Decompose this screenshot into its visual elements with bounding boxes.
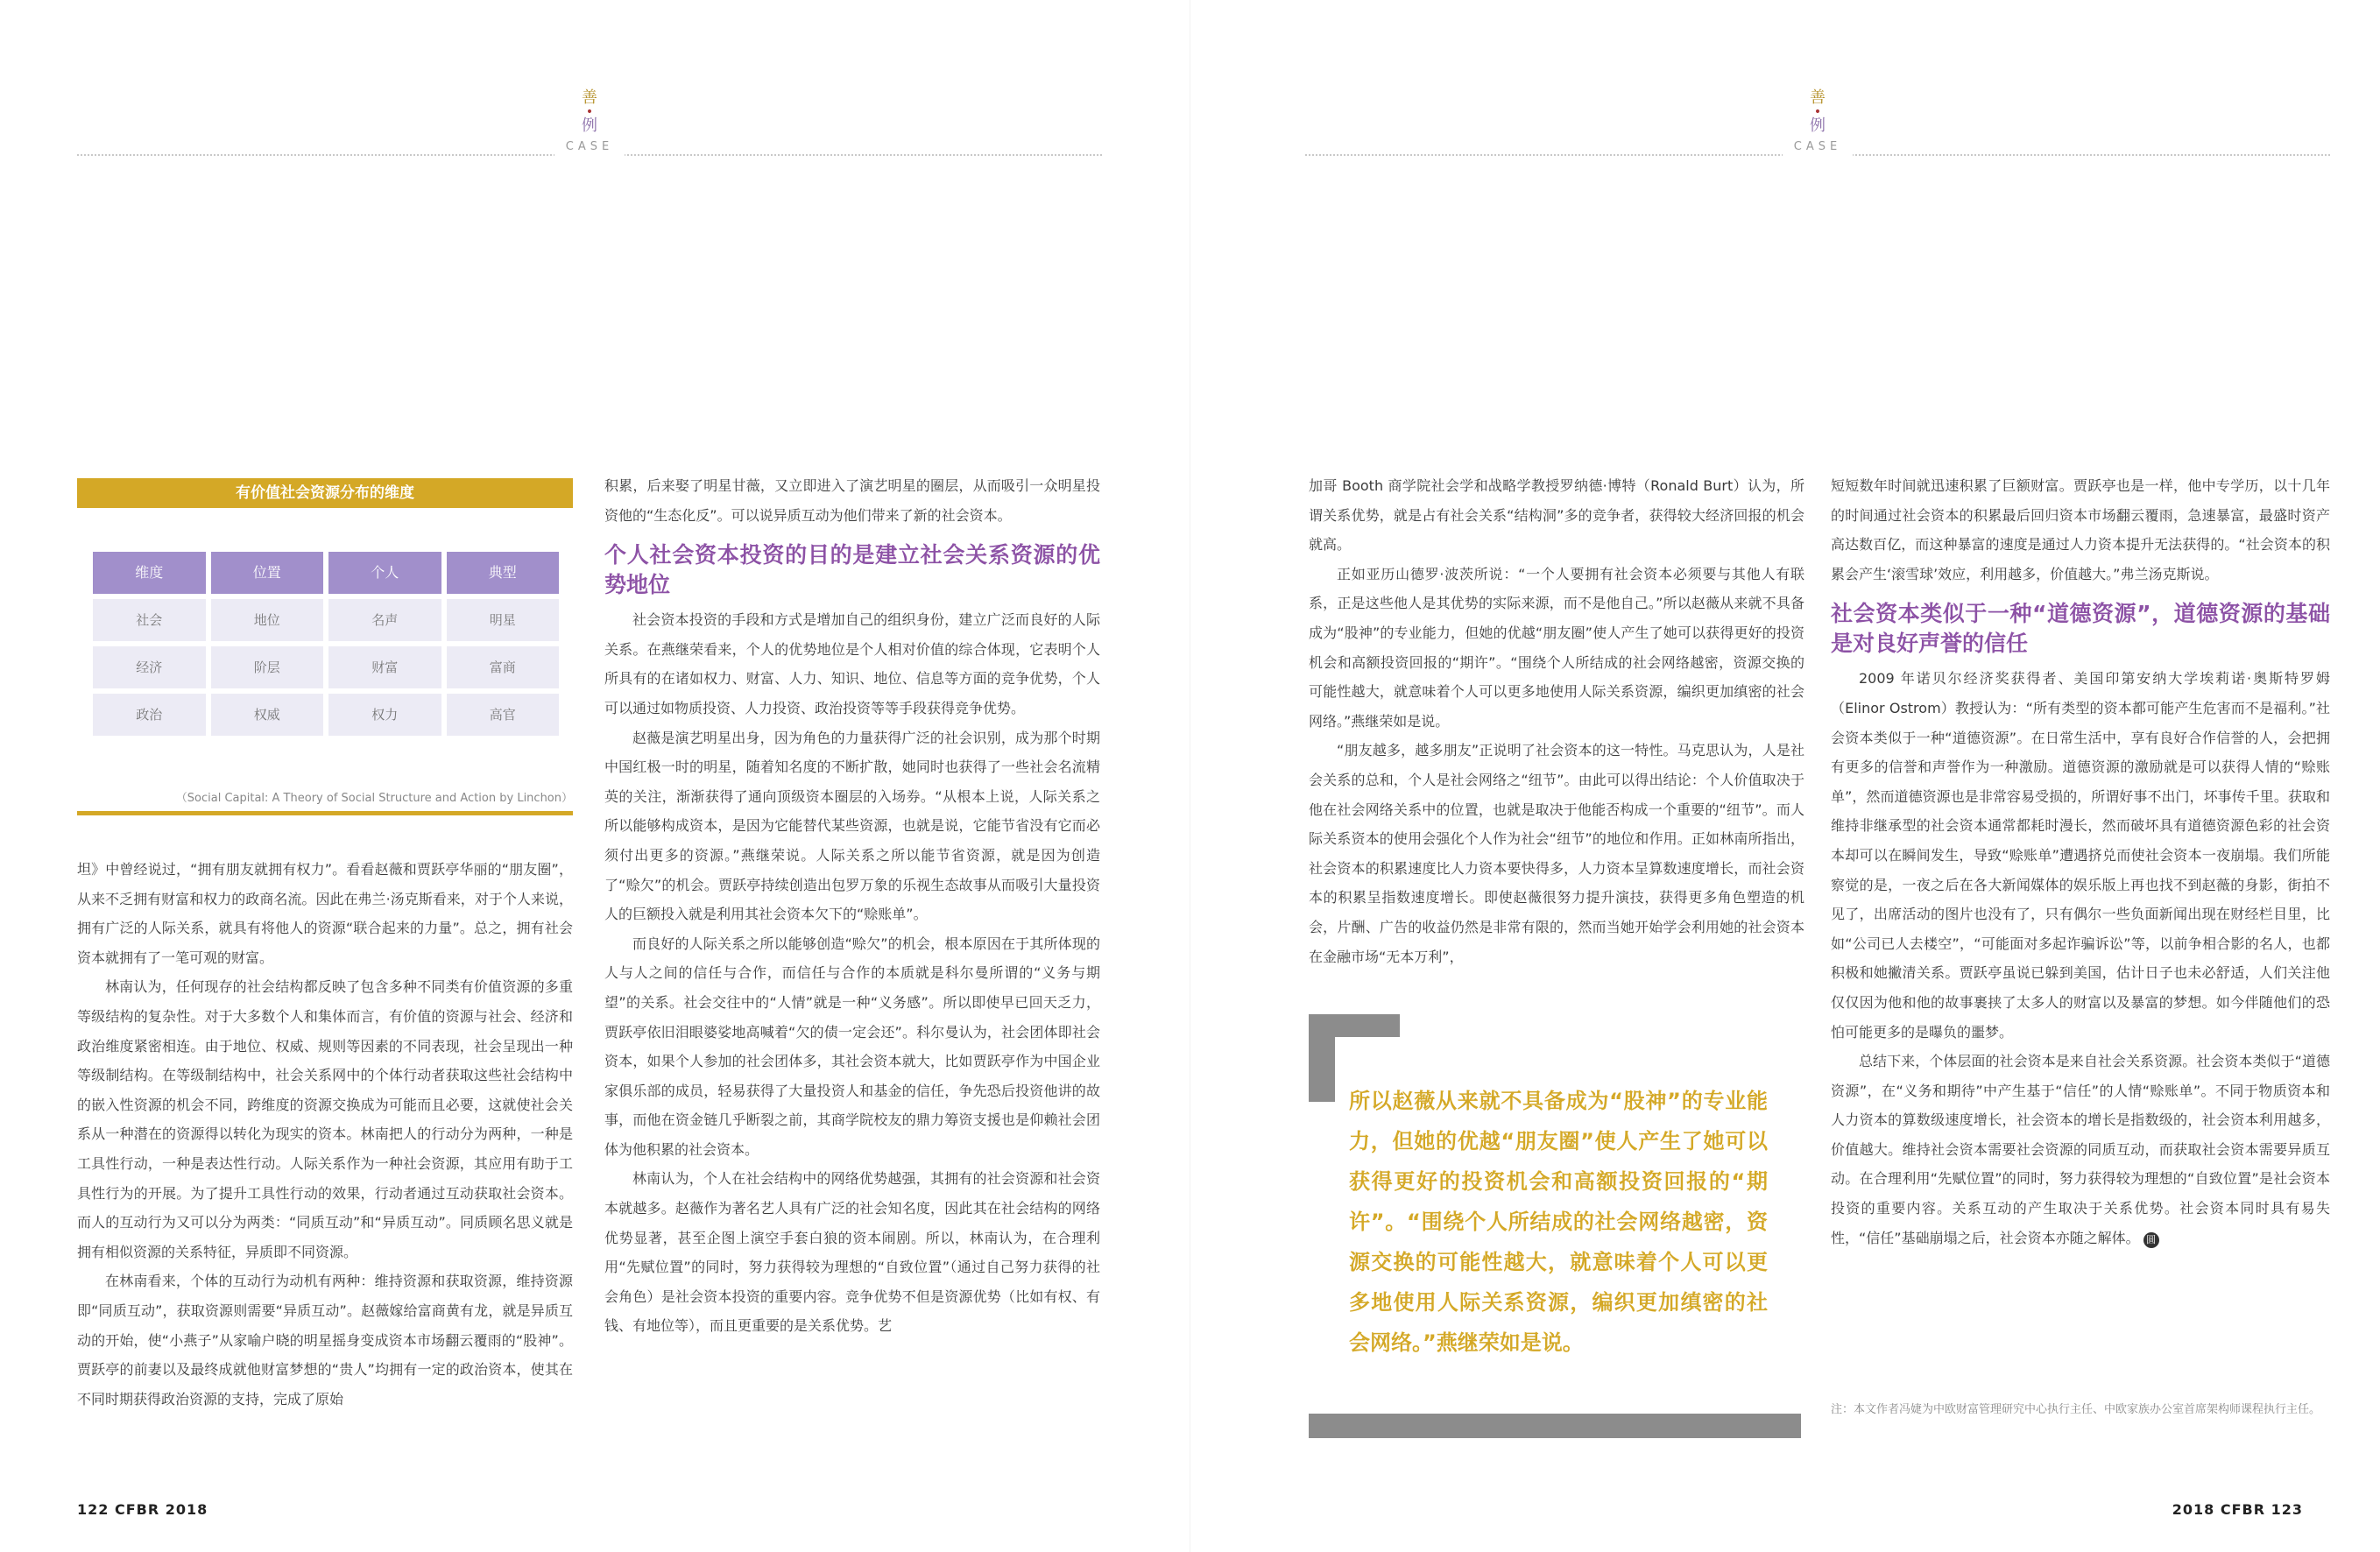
pull-quote-bottom-bar [1309,1414,1801,1438]
paragraph: 社会资本投资的手段和方式是增加自己的组织身份，建立广泛而良好的人际关系。在燕继荣看来，个人的优势地位是个人相对价值的综合体现，它表明个人所具有的在诸如权力、财富、人力、知识、地位、信息等方面的竞争优势，个人可以通过如物质投资、人力投资、政治投资等等手段获得竞争优势。 [604,611,1100,716]
table-title: 有价值社会资源分布的维度 [77,478,573,508]
case-label: CASE [561,138,618,157]
paragraph: 坦》中曾经说过，“拥有朋友就拥有权力”。看看赵薇和贾跃亭华丽的“朋友圈”，从来不乏拥有财富和权力的政商名流。因此在弗兰·汤克斯看来，对于个人来说，拥有广泛的人际关系，就具有将他人的资源“联合起来的力量”。总之，拥有社会资本就拥有了一笔可观的财富。 [77,861,573,966]
table-cell: 财富 [328,646,441,688]
table-cell: 社会 [93,599,206,641]
paragraph: 林南认为，个人在社会结构中的网络优势越强，其拥有的社会资源和社会资本就越多。赵薇作为著名艺人具有广泛的社会知名度，因此其在社会结构的网络优势显著，甚至企图上演空手套白狼的资本闹剧。所以，林南认为，在合理利用“先赋位置”的同时，努力获得较为理想的“自致位置”（通过自己努力获得的社会角色）是社会资本投资的重要内容。竞争优势不但是资源优势（比如有权、有钱、有地位等），而且更重要的是关系优势。艺 [604,1170,1100,1335]
case-logo: 善 • 例 CASE [1783,88,1853,157]
column-1 [77,855,573,1414]
pull-quote: 所以赵薇从来就不具备成为“股神”的专业能力，但她的优越“朋友圈”使人产生了她可以获得更好的投资机会和高额投资回报的“期许”。“围绕个人所结成的社会网络越密，资源交换的可能性越大，就意味着个人可以更多地使用人际关系资源，编织更加缜密的社会网络。”燕继荣如是说。 [1349,1089,1768,1355]
paragraph: 短短数年时间就迅速积累了巨额财富。贾跃亭也是一样，他中专学历，以十几年的时间通过社会资本的积累最后回归资本市场翻云覆雨，急速暴富，最盛时资产高达数百亿，而这种暴富的速度是通过人力资本提升无法获得的。“社会资本的积累会产生‘滚雪球’效应，利用越多，价值越大。”弗兰汤克斯说。 [1831,477,2330,582]
table-cell: 经济 [93,646,206,688]
table-cell: 地位 [211,599,324,641]
paragraph: 赵薇是演艺明星出身，因为角色的力量获得广泛的社会识别，成为那个时期中国红极一时的明星，随着知名度的不断扩散，她同时也获得了一些社会名流精英的关注，渐渐获得了通向顶级资本圈层的入场券。“从根本上说，人际关系之所以能够构成资本，是因为它能替代某些资源，也就是说，它能节省没有它而必须付出更多的资源。”燕继荣说。人际关系之所以能节省资源，就是因为创造了“赊欠”的机会。贾跃亭持续创造出包罗万象的乐视生态故事从而吸引大量投资人的巨额投入就是利用其社会资本欠下的“赊账单”。 [604,729,1100,923]
table-cell: 权力 [328,694,441,736]
table-header-cell: 位置 [211,552,324,594]
table-cell: 阶层 [211,646,324,688]
end-mark-icon: 圆 [2143,1232,2159,1248]
section-heading: 社会资本类似于一种“道德资源”，道德资源的基础是对良好声誉的信任 [1831,601,2330,657]
left-page-header [77,88,1102,166]
column-2 [604,471,1100,1341]
paragraph-text: 总结下来，个体层面的社会资本是来自社会关系资源。社会资本类似于“道德资源”，在“义务和期待”中产生基于“信任”的人情“赊账单”。不同于物质资本和人力资本的算数级速度增长，社会资本的增长是指数级的，社会资本利用越多，价值越大。维持社会资本需要社会资源的同质互动，而获取社会资本需要异质互动。在合理利用“先赋位置”的同时，努力获得较为理想的“自致位置”是社会资本投资的重要内容。关系互动的产生取决于关系优势。社会资本同时具有易失性，“信任”基础崩塌之后，社会资本亦随之解体。 [1831,1053,2330,1246]
paragraph [1831,1047,2330,1252]
folio-left: 122 CFBR 2018 [77,1501,208,1518]
paragraph: 而良好的人际关系之所以能够创造“赊欠”的机会，根本原因在于其所体现的人与人之间的信任与合作，而信任与合作的本质就是科尔曼所谓的“义务与期望”的关系。社会交往中的“人情”就是一种“义务感”。所以即使早已回天乏力，贾跃亭依旧泪眼婆娑地高喊着“欠的债一定会还”。科尔曼认为，社会团体即社会资本，如果个人参加的社会团体多，其社会资本就大，比如贾跃亭作为中国企业家俱乐部的成员，轻易获得了大量投资人和基金的信任，争先恐后投资他讲的故事，而他在资金链几乎断裂之前，其商学院校友的鼎力筹资支援也是仰赖社会团体为他积累的社会资本。 [604,935,1100,1158]
column-3 [1309,471,1804,971]
case-label: CASE [1789,138,1847,157]
table-header-cell: 个人 [328,552,441,594]
table-header-cell: 典型 [447,552,560,594]
paragraph: 在林南看来，个体的互动行为动机有两种：维持资源和获取资源，维持资源即“同质互动”，获取资源则需要“异质互动”。赵薇嫁给富商黄有龙，就是异质互动的开始，使“小燕子”从家喻户晓的明星摇身变成资本市场翻云覆雨的“股神”。贾跃亭的前妻以及最终成就他财富梦想的“贵人”均拥有一定的政治资本，使其在不同时期获得政治资源的支持，完成了原始 [77,1273,573,1407]
paragraph: “朋友越多，越多朋友”正说明了社会资本的这一特性。马克思认为，人是社会关系的总和，个人是社会网络之“纽节”。由此可以得出结论：个人价值取决于他在社会网络关系中的位置，也就是取决于他能否构成一个重要的“纽节”。而人际关系资本的使用会强化个人作为社会“纽节”的地位和作用。正如林南所指出，社会资本的积累速度比人力资本要快得多，人力资本呈算数速度增长，而社会资本的积累呈指数速度增长。即使赵薇很努力提升演技，获得更多角色塑造的机会，片酬、广告的收益仍然是非常有限的，然而当她开始学会利用她的社会资本在金融市场“无本万利”， [1309,742,1804,965]
table-cell: 名声 [328,599,441,641]
table-bottom-rule [77,811,573,815]
paragraph: 正如亚历山德罗·波茨所说：“一个人要拥有社会资本必须要与其他人有联系，正是这些他人是其优势的实际来源，而不是他自己。”所以赵薇从来就不具备成为“股神”的专业能力，但她的优越“朋友圈”使人产生了她可以获得更好的投资机会和高额投资回报的“期许”。“围绕个人所结成的社会网络越密，资源交换的可能性越大，就意味着个人可以更多地使用人际关系资源，编织更加缜密的社会网络。”燕继荣如是说。 [1309,565,1804,730]
table-cell: 高官 [447,694,560,736]
folio-right: 2018 CFBR 123 [2172,1501,2303,1518]
table-header-cell: 维度 [93,552,206,594]
paragraph: 2009 年诺贝尔经济奖获得者、美国印第安纳大学埃莉诺·奥斯特罗姆（Elinor Ostrom）教授认为：“所有类型的资本都可能产生危害而不是福利。”社会资本类似于一种“道德资源”。在日常生活中，享有良好合作信誉的人，会把拥有更多的信誉和声誉作为一种激励。道德资源的激励就是可以获得人情的“赊账单”，然而道德资源也是非常容易受损的，所谓好事不出门，坏事传千里。获取和维持非继承型的社会资本通常都耗时漫长，然而破坏具有道德资源色彩的社会资本却可以在瞬间发生，导致“赊账单”遭遇挤兑而使社会资本一夜崩塌。我们所能察觉的是，一夜之后在各大新闻媒体的娱乐版上再也找不到赵薇的身影，街拍不见了，出席活动的图片也没有了，只有偶尔一些负面新闻出现在财经栏目里，比如“公司已人去楼空”，“可能面对多起诈骗诉讼”等，以前争相合影的名人，也都积极和她撇清关系。贾跃亭虽说已躲到美国，估计日子也未必舒适，人们关注他仅仅因为他和他的故事裹挟了太多人的财富以及暴富的梦想。如今伴随他们的恐怕可能更多的是曝负的噩梦。 [1831,670,2330,1041]
table-cell: 富商 [447,646,560,688]
table-source: （Social Capital: A Theory of Social Structure and Action by Linchon） [175,792,573,805]
pull-quote-bracket [1309,1014,1400,1037]
author-note: 注：本文作者冯婕为中欧财富管理研究中心执行主任、中欧家族办公室首席架构师课程执行主任。 [1831,1403,2321,1416]
table-cell: 政治 [93,694,206,736]
paragraph: 积累，后来娶了明星甘薇，又立即进入了演艺明星的圈层，从而吸引一众明星投资他的“生态化反”。可以说异质互动为他们带来了新的社会资本。 [604,477,1100,524]
resource-dimension-table [77,524,573,795]
paragraph: 林南认为，任何现存的社会结构都反映了包含多种不同类有价值资源的多重等级结构的复杂性。对于大多数个人和集体而言，有价值的资源与社会、经济和政治维度紧密相连。由于地位、权威、规则等因素的不同表现，社会呈现出一种等级制结构。在等级制结构中，社会关系网中的个体行动者获取这些社会结构中的嵌入性资源的机会不同，跨维度的资源交换成为可能而且必要，这就使社会关系从一种潜在的资源得以转化为现实的资本。林南把人的行动分为两种，一种是工具性行动，一种是表达性行动。人际关系作为一种社会资源，其应用有助于工具性行为的开展。为了提升工具性行动的效果，行动者通过互动获取社会资本。而人的互动行为又可以分为两类：“同质互动”和“异质互动”。同质顾名思义就是拥有相似资源的关系特征，异质即不同资源。 [77,978,573,1260]
table-grid [93,552,559,736]
section-heading: 个人社会资本投资的目的是建立社会关系资源的优势地位 [604,542,1100,598]
right-page-header [1305,88,2330,166]
table-cell: 权威 [211,694,324,736]
table-cell: 明星 [447,599,560,641]
case-logo: 善 • 例 CASE [554,88,625,157]
paragraph: 加哥 Booth 商学院社会学和战略学教授罗纳德·博特（Ronald Burt）认为，所谓关系优势，就是占有社会关系“结构洞”多的竞争者，获得较大经济回报的机会就高。 [1309,477,1804,554]
column-4 [1831,471,2330,1252]
